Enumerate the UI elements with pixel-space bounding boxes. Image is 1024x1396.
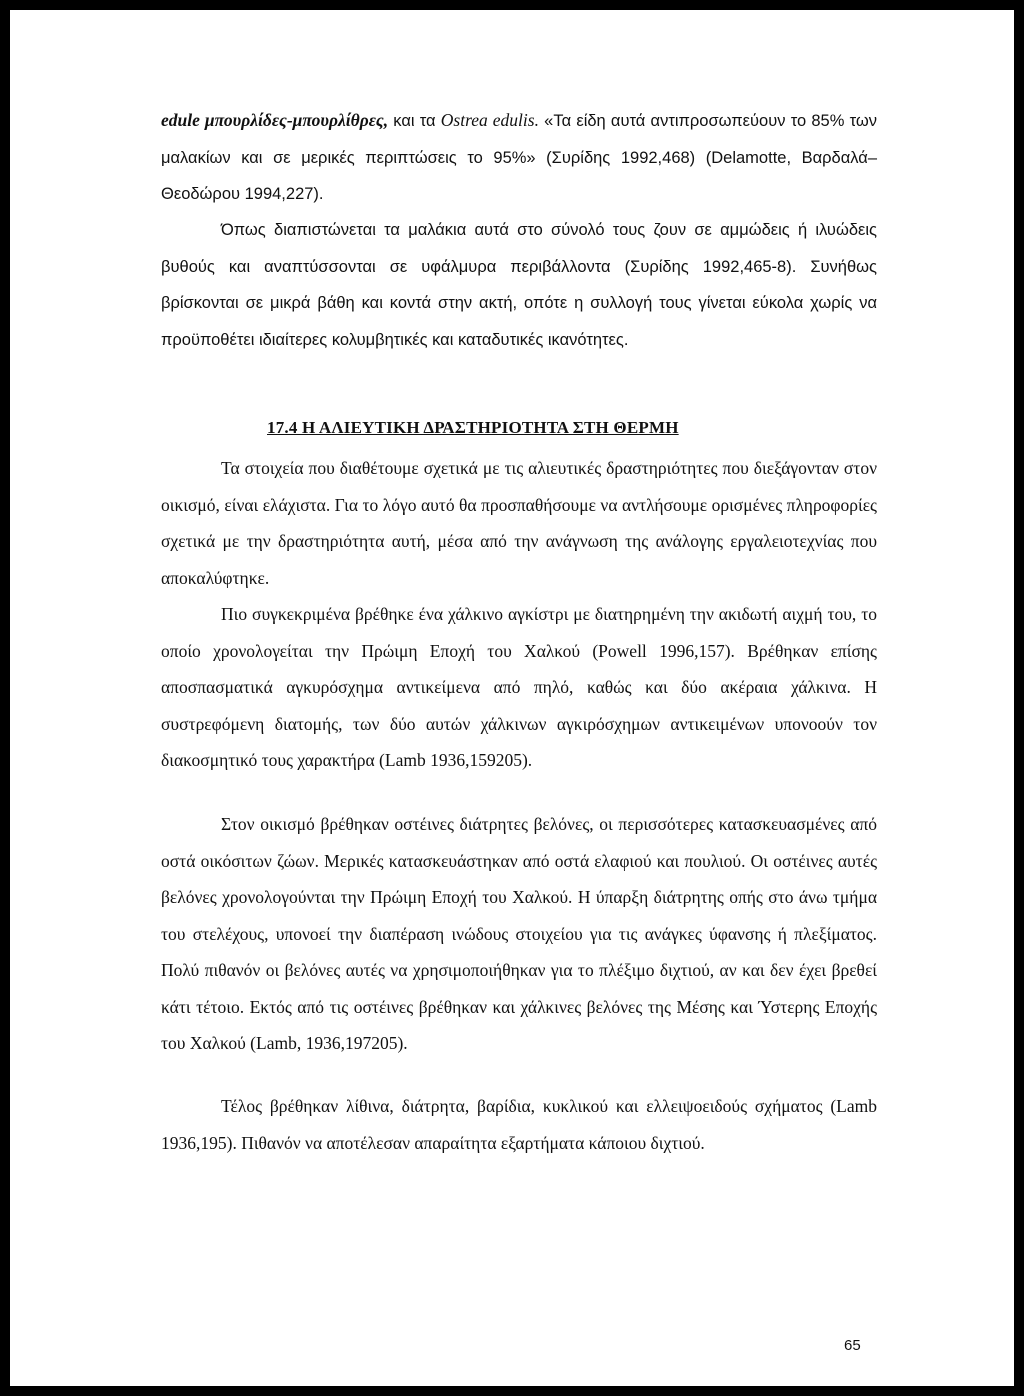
paragraph-molluscs: Όπως διαπιστώνεται τα μαλάκια αυτά στο σύνολό τους ζουν σε αμμώδεις ή ιλυώδεις βυθούς και αναπτύσσονται σε υφάλμυρα περιβάλλοντα (Συρίδης 1992,465-8). Συνήθως βρίσκονται σε μικρά βάθη και κοντά στην ακτή, οπότε η συλλογή τους γίνεται εύκολα χωρίς να προϋποθέτει ιδιαίτερες κολυμβητικές και καταδυτικές ικανότητες. [161,221,877,349]
page-number: 65 [844,1337,861,1354]
paragraph-hook: Πιο συγκεκριμένα βρέθηκε ένα χάλκινο αγκίστρι με διατηρημένη την ακιδωτή αιχμή του, το οποίο χρονολογείται την Πρώιμη Εποχή του Χαλκού (Powell 1996,157). Βρέθηκαν επίσης αποσπασματικά αγκυρόσχημα αντικείμενα από πηλό, καθώς και δύο ακέραια χάλκινα. Η συστρεφόμενη διατομής, των δύο αυτών χάλκινων αγκιρόσχημων αντικειμένων υπονοούν τον διακοσμητικό τους χαρακτήρα (Lamb 1936,159205). [161,604,877,770]
intro-connector: και τα [388,112,441,130]
species-name-2: Ostrea edulis. [440,110,539,130]
section-heading: 17.4 Η ΑΛΙΕΥΤΙΚΗ ΔΡΑΣΤΗΡΙΟΤΗΤΑ ΣΤΗ ΘΕΡΜΗ [267,418,679,437]
paragraph-needles: Στον οικισμό βρέθηκαν οστέινες διάτρητες βελόνες, οι περισσότερες κατασκευασμένες από οστά οικόσιτων ζώων. Μερικές κατασκευάστηκαν από οστά ελαφιού και πουλιού. Οι οστέινες αυτές βελόνες χρονολογούνται την Πρώιμη Εποχή του Χαλκού. Η ύπαρξη διάτρητης οπής στο άνω τμήμα του στελέχους, υπονοεί την διαπέραση ινώδους στοιχείου για τις ανάγκες ύφανσης ή πλεξίματος. Πολύ πιθανόν οι βελόνες αυτές να χρησιμοποιήθηκαν για το πλέξιμο διχτιού, αν και δεν έχει βρεθεί κάτι τέτοιο. Εκτός από τις οστέινες βρέθηκαν και χάλκινες βελόνες της Μέσης και Ύστερης Εποχής του Χαλκού (Lamb, 1936,197205). [161,814,877,1053]
intro-quote: «Τα είδη αυτά αντιπροσωπεύουν το 85% των μαλακίων και σε μερικές περιπτώσεις το 95%» (Συρίδης 1992,468) (Delamotte, Βαρδαλά–Θεοδώρου 1994,227). [161,112,877,203]
paragraph-weights: Τέλος βρέθηκαν λίθινα, διάτρητα, βαρίδια, κυκλικού και ελλειψοειδούς σχήματος (Lamb 1936,195). Πιθανόν να αποτέλεσαν απαραίτητα εξαρτήματα κάποιου διχτιού. [161,1096,877,1153]
document-page [10,10,1014,1386]
intro-paragraph [161,102,877,213]
paragraph-fishing-evidence: Τα στοιχεία που διαθέτουμε σχετικά με τις αλιευτικές δραστηριότητες που διεξάγονταν στον οικισμό, είναι ελάχιστα. Για το λόγο αυτό θα προσπαθήσουμε να αντλήσουμε ορισμένες πληροφορίες σχετικά με την δραστηριότητα αυτή, μέσα από την ανάγνωση της ανάλογης εργαλειοτεχνίας που αποκαλύφτηκε. [161,458,877,588]
species-name-1: edule μπουρλίδες-μπουρλίθρες, [161,110,389,130]
